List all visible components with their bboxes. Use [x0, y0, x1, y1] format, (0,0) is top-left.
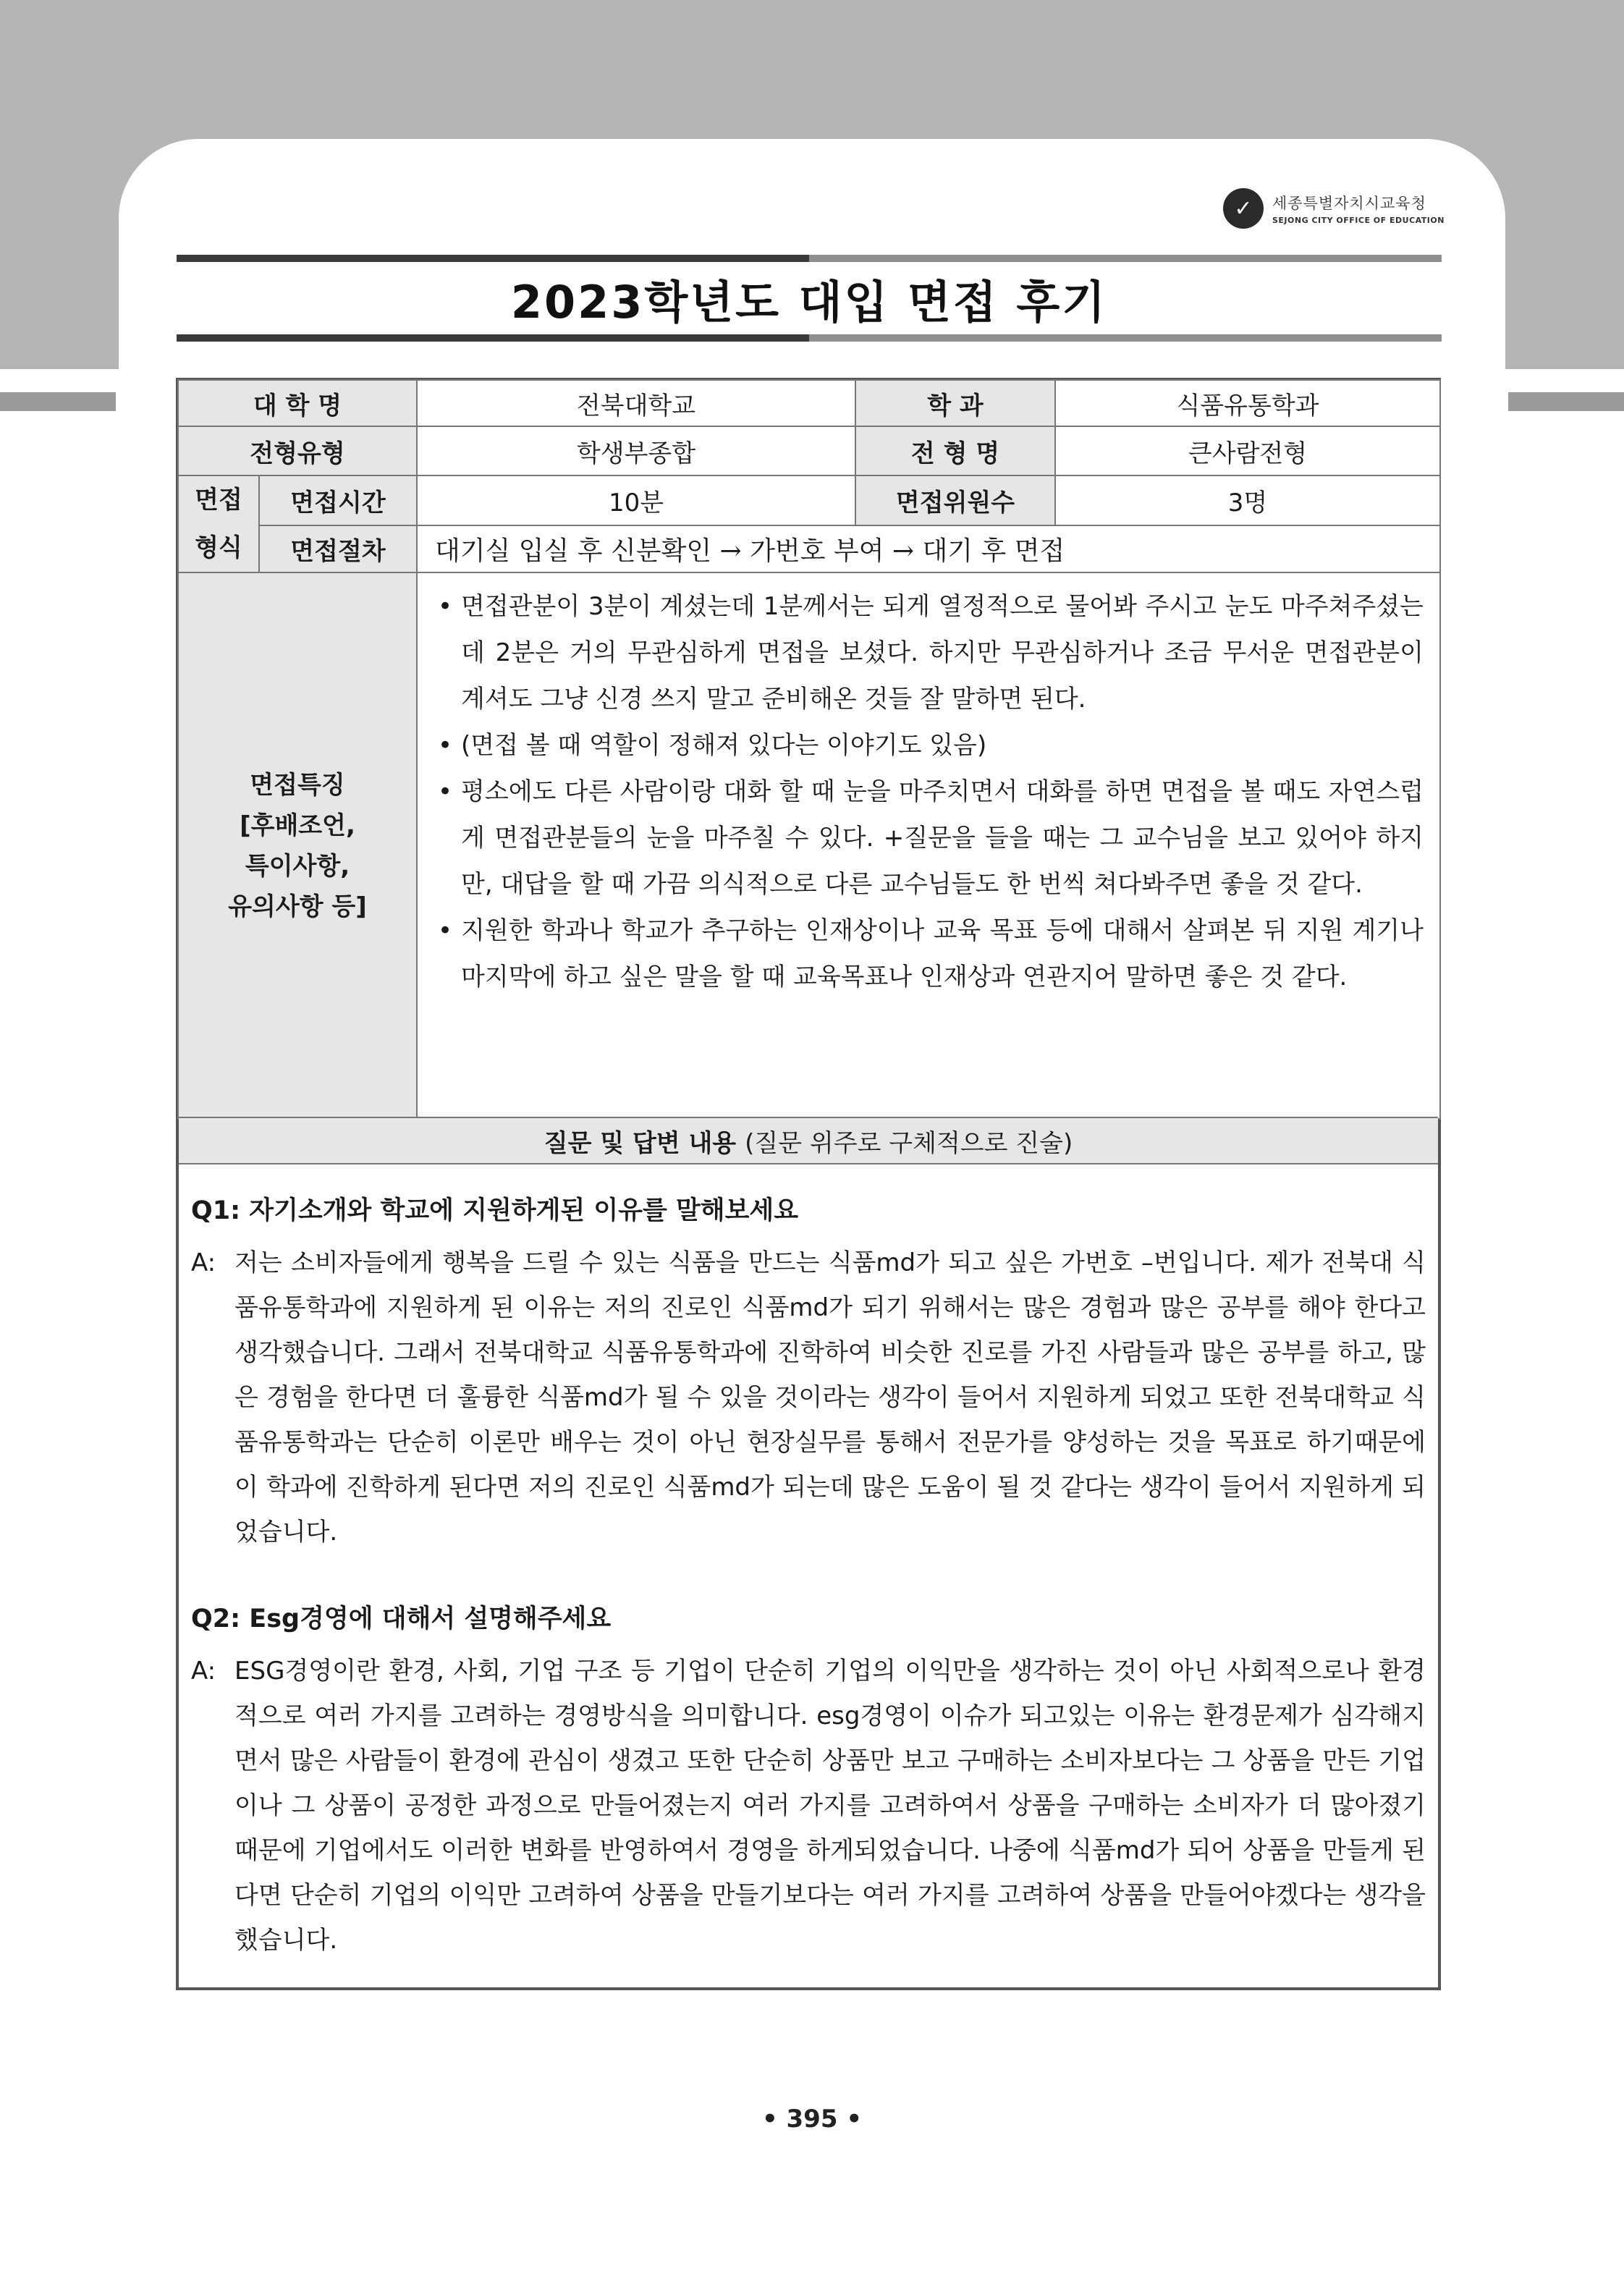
features-content — [417, 572, 1440, 1119]
list-item: • 지원한 학과나 학교가 추구하는 인재상이나 교육 목표 등에 대해서 살펴본 뒤 지원 계기나 마지막에 하고 싶은 말을 할 때 교육목표나 인재상과 연관지어 말하면 좋은 것 같다. — [435, 908, 1424, 1000]
format-label-line1: 면접 — [195, 486, 242, 515]
interview-time-label: 면접시간 — [259, 475, 417, 525]
qa-item-2 — [191, 1601, 1426, 1963]
title-rule-bottom — [177, 334, 1442, 342]
interviewer-count-value: 3명 — [1055, 475, 1440, 525]
org-logo — [1223, 187, 1445, 230]
interviewer-count-label: 면접위원수 — [855, 475, 1055, 525]
title-rule-top — [177, 255, 1442, 262]
department-value: 식품유통학과 — [1055, 380, 1440, 426]
features-label-sub3: 유의사항 등] — [228, 892, 367, 921]
qa-item-1 — [191, 1193, 1426, 1555]
list-item: • 평소에도 다른 사람이랑 대화 할 때 눈을 마주치면서 대화를 하면 면접을 볼 때도 자연스럽게 면접관분들의 눈을 마주칠 수 있다. +질문을 들을 때는 그 교수님을 보고 있어야 하지만, 대답을 할 때 가끔 의식적으로 다른 교수님들도 한 번씩 쳐다봐주면 좋을 것 같다. — [435, 769, 1424, 908]
table-row — [178, 475, 1440, 525]
admission-name-value: 큰사람전형 — [1055, 426, 1440, 475]
interview-procedure-label: 면접절차 — [259, 525, 417, 572]
interview-time-value: 10분 — [417, 475, 855, 525]
left-margin-tab — [0, 392, 116, 411]
answer-1-prefix: A: — [191, 1248, 216, 1277]
org-name-english: SEJONG CITY OFFICE OF EDUCATION — [1272, 216, 1445, 225]
table-row — [178, 380, 1440, 426]
department-label: 학 과 — [855, 380, 1055, 426]
features-label-sub1: [후배조언, — [240, 811, 355, 840]
interview-procedure-value: 대기실 입실 후 신분확인 → 가번호 부여 → 대기 후 면접 — [417, 525, 1440, 572]
answer-2-prefix: A: — [191, 1657, 216, 1686]
question-2: Q2: Esg경영에 대해서 설명해주세요 — [191, 1604, 612, 1633]
format-label-line2: 형식 — [195, 533, 242, 562]
features-label — [178, 572, 417, 1119]
list-item: • 면접관분이 3분이 계셨는데 1분께서는 되게 열정적으로 물어봐 주시고 눈도 마주쳐주셨는데 2분은 거의 무관심하게 면접을 보셨다. 하지만 무관심하거나 조금 무서운 면접관분이 계셔도 그냥 신경 쓰지 말고 준비해온 것들 잘 말하면 된다. — [435, 583, 1424, 722]
admission-type-value: 학생부종합 — [417, 426, 855, 475]
question-1: Q1: 자기소개와 학교에 지원하게된 이유를 말해보세요 — [191, 1196, 799, 1225]
table-row — [178, 525, 1440, 572]
features-list — [418, 573, 1439, 1009]
table-row — [178, 426, 1440, 475]
page-number: • 395 • — [761, 2105, 863, 2134]
table-row — [178, 572, 1440, 1119]
interview-format-label — [178, 475, 259, 572]
admission-type-label: 전형유형 — [178, 426, 417, 475]
qa-header-note: (질문 위주로 구체적으로 진술) — [745, 1128, 1073, 1158]
document-title: 2023학년도 대입 면접 후기 — [510, 275, 1108, 329]
answer-2: ESG경영이란 환경, 사회, 기업 구조 등 기업이 단순히 기업의 이익만을 생각하는 것이 아닌 사회적으로나 환경적으로 여러 가지를 고려하는 경영방식을 의미합니다. esg경영이 이슈가 되고있는 이유는 환경문제가 심각해지면서 많은 사람들이 환경에 관심이 생겼고 또한 단순히 상품만 보고 구매하는 소비자보다는 그 상품을 만든 기업이나 그 상품이 공정한 과정으로 만들어졌는지 여러 가지를 고려하여서 상품을 구매하는 소비자가 더 많아졌기 때문에 기업에서도 이러한 변화를 반영하여서 경영을 하게되었습니다. 나중에 식품md가 되어 상품을 만들게 된다면 단순히 기업의 이익만 고려하여 상품을 만들기보다는 여러 가지를 고려하여 상품을 만들어야겠다는 생각을 했습니다. — [234, 1657, 1426, 1955]
list-item: • (면접 볼 때 역할이 정해져 있다는 이야기도 있음) — [435, 722, 1424, 769]
features-label-title: 면접특징 — [250, 770, 345, 800]
features-label-sub2: 특이사항, — [245, 851, 350, 881]
qa-section-header — [179, 1117, 1438, 1164]
answer-1: 저는 소비자들에게 행복을 드릴 수 있는 식품을 만드는 식품md가 되고 싶은 가번호 –번입니다. 제가 전북대 식품유통학과에 지원하게 된 이유는 저의 진로인 식품md가 되기 위해서는 많은 경험과 많은 공부를 해야 한다고 생각했습니다. 그래서 전북대학교 식품유통학과에 진학하여 비슷한 진로를 가진 사람들과 많은 공부를 하고, 많은 경험을 한다면 더 훌륭한 식품md가 될 수 있을 것이라는 생각이 들어서 지원하게 되었고 또한 전북대학교 식품유통학과는 단순히 이론만 배우는 것이 아닌 현장실무를 통해서 전문가를 양성하는 것을 목표로 하기때문에 이 학과에 진학하게 된다면 저의 진로인 식품md가 되는데 많은 도움이 될 것 같다는 생각이 들어서 지원하게 되었습니다. — [234, 1248, 1426, 1547]
emblem-icon: ✓ — [1223, 188, 1264, 229]
university-label: 대 학 명 — [178, 380, 417, 426]
right-margin-tab — [1508, 392, 1624, 411]
university-value: 전북대학교 — [417, 380, 855, 426]
qa-header-title: 질문 및 답변 내용 — [544, 1128, 737, 1158]
interview-info-table — [177, 379, 1441, 1120]
org-name-korean: 세종특별자치시교육청 — [1272, 195, 1426, 212]
admission-name-label: 전 형 명 — [855, 426, 1055, 475]
